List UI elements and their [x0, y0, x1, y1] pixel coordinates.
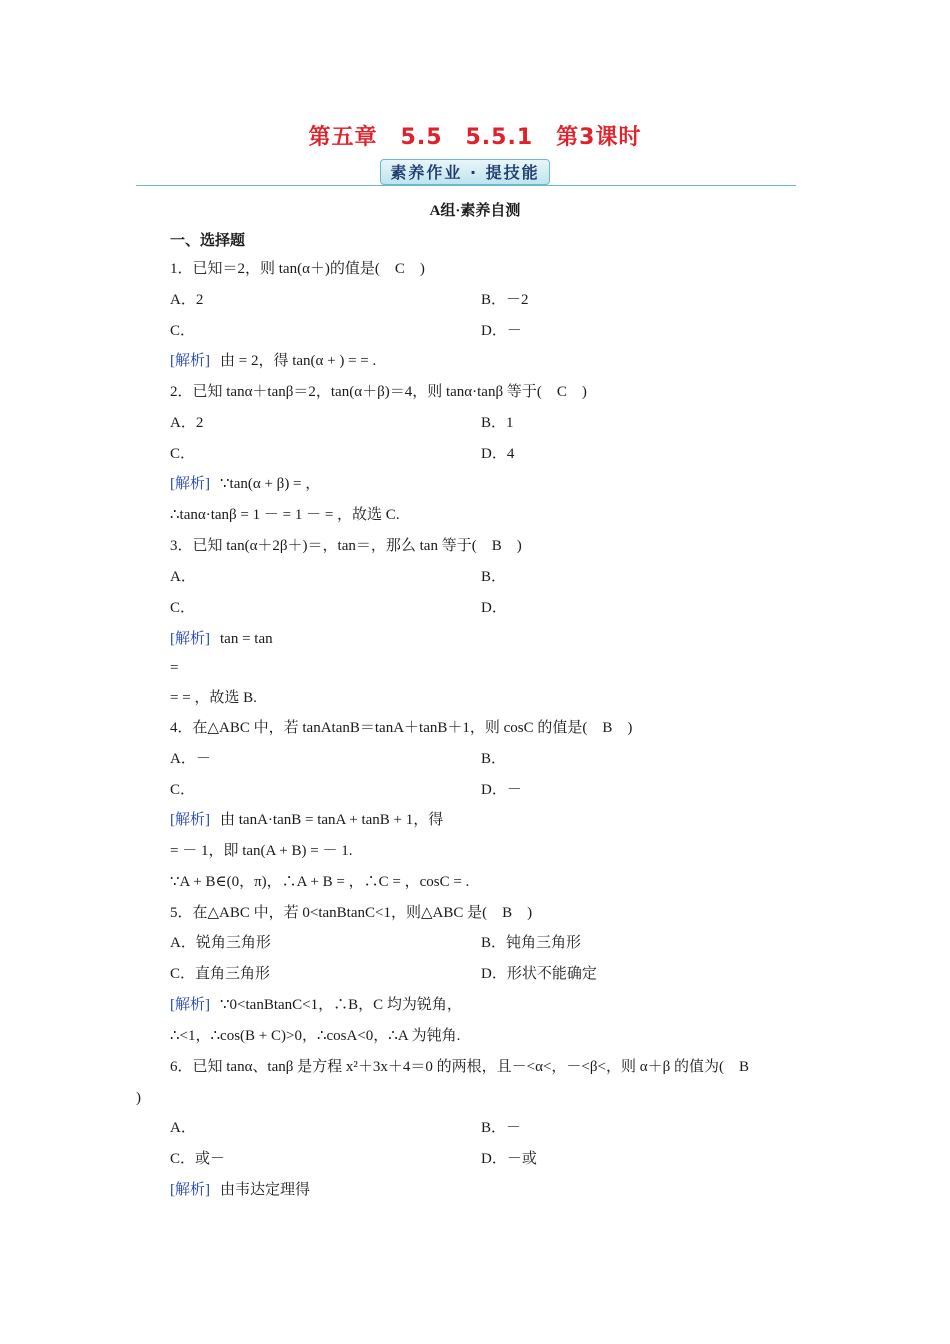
q6-option-a: A． [170, 1120, 196, 1136]
question-4: 4．在△ABC 中，若 tanAtanB＝tanA＋tanB＋1，则 cosC 的值是( B ) [170, 720, 633, 736]
q3-solution-text-2: = [170, 660, 179, 676]
group-title: A组·素养自测 [429, 203, 521, 219]
q3-option-c: C． [170, 600, 196, 616]
q3-option-b: B． [481, 569, 507, 585]
analysis-tag: [解析] [170, 631, 210, 647]
q4-solution-text-3: ∵A + B∈(0，π)，∴A + B = ，∴C = ，cosC = . [170, 874, 470, 890]
q4-solution [170, 810, 443, 830]
q2-option-d: D．4 [481, 446, 515, 462]
q2-option-c: C． [170, 446, 196, 462]
q2-solution-text-1: ∵tan(α + β) = ， [220, 476, 321, 492]
q6-solution-text: 由韦达定理得 [220, 1182, 311, 1198]
question-6-continued: ) [136, 1090, 141, 1106]
q5-solution [170, 995, 462, 1015]
q1-solution-text: 由 = 2，得 tan(α + ) = = . [220, 353, 377, 369]
q3-solution [170, 629, 273, 649]
question-3: 3．已知 tan(α＋2β＋)＝，tan＝，那么 tan 等于( B ) [170, 538, 522, 554]
q5-solution-text-2: ∴<1，∴cos(B + C)>0，∴cosA<0，∴A 为钝角. [170, 1028, 461, 1044]
q3-solution-text-3: = = ，故选 B. [170, 690, 257, 706]
q2-option-a: A．2 [170, 415, 204, 431]
q3-solution-text-1: tan = tan [220, 631, 273, 647]
q4-option-d: D．－ [481, 782, 522, 798]
q1-option-d: D．－ [481, 323, 522, 339]
q5-solution-text-1: ∵0<tanBtanC<1，∴B，C 均为锐角， [220, 997, 462, 1013]
q4-solution-text-2: = － 1，即 tan(A + B) = － 1. [170, 843, 353, 859]
q4-option-a: A．－ [170, 751, 211, 767]
question-1: 1．已知＝2，则 tan(α＋)的值是( C ) [170, 261, 425, 277]
q1-option-c: C． [170, 323, 196, 339]
q6-option-d: D．－或 [481, 1151, 537, 1167]
q2-solution [170, 474, 320, 494]
section-heading: 一、选择题 [170, 231, 246, 249]
q1-option-a: A．2 [170, 292, 204, 308]
q6-option-b: B．－ [481, 1120, 522, 1136]
q5-option-c: C．直角三角形 [170, 966, 271, 982]
analysis-tag: [解析] [170, 353, 210, 369]
q1-option-b: B．－2 [481, 292, 529, 308]
analysis-tag: [解析] [170, 1182, 210, 1198]
q2-option-b: B．1 [481, 415, 514, 431]
analysis-tag: [解析] [170, 812, 210, 828]
question-6: 6．已知 tanα、tanβ 是方程 x²＋3x＋4＝0 的两根，且－<α<，－<β<，则 α＋β 的值为( B [170, 1059, 749, 1075]
q3-option-d: D． [481, 600, 507, 616]
q5-option-a: A．锐角三角形 [170, 935, 271, 951]
q3-option-a: A． [170, 569, 196, 585]
question-5: 5．在△ABC 中，若 0<tanBtanC<1，则△ABC 是( B ) [170, 905, 533, 921]
q6-option-c: C．或－ [170, 1151, 226, 1167]
q5-option-b: B．钝角三角形 [481, 935, 582, 951]
question-2: 2．已知 tanα＋tanβ＝2，tan(α＋β)＝4，则 tanα·tanβ 等于( C ) [170, 384, 587, 400]
q5-option-d: D．形状不能确定 [481, 966, 597, 982]
section-banner: 素养作业 · 提技能 [380, 159, 550, 185]
q6-solution [170, 1180, 310, 1200]
page-title: 第五章 5.5 5.5.1 第3课时 [308, 125, 642, 150]
q1-solution [170, 351, 376, 371]
header-divider [136, 185, 796, 186]
analysis-tag: [解析] [170, 997, 210, 1013]
q4-option-c: C． [170, 782, 196, 798]
q2-solution-text-2: ∴tanα·tanβ = 1 － = 1 － = ，故选 C. [170, 507, 400, 523]
q4-option-b: B． [481, 751, 507, 767]
q4-solution-text-1: 由 tanA·tanB = tanA + tanB + 1，得 [220, 812, 444, 828]
analysis-tag: [解析] [170, 476, 210, 492]
